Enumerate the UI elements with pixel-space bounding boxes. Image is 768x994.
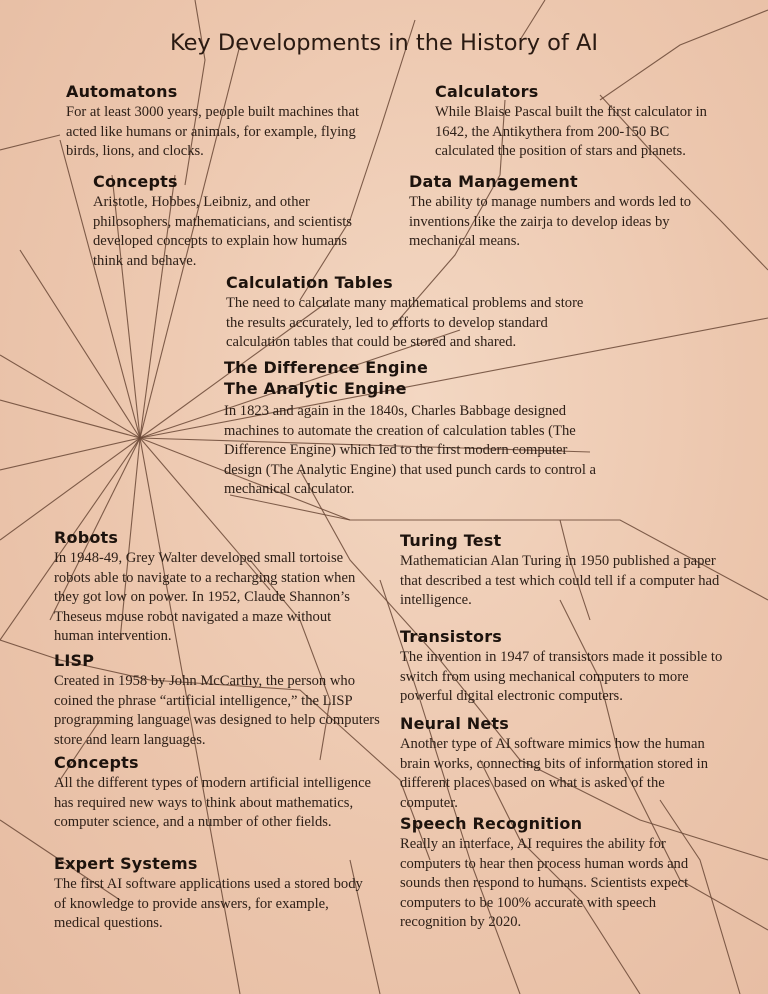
section-heading: Neural Nets [400, 714, 509, 733]
section-expert-systems [54, 854, 364, 934]
section-heading: Robots [54, 528, 119, 547]
section-heading: The Difference Engine [224, 358, 429, 377]
section-text: Really an interface, AI requires the ability for computers to hear then process human words and sounds then respond to humans. Scientists expect computers to be 100% accurate with speech recognition by 2020. [400, 836, 689, 931]
section-heading: Speech Recognition [400, 814, 583, 833]
section-text: For at least 3000 years, people built machines that acted like humans or animals, for example, flying birds, lions, and clocks. [66, 104, 360, 160]
section-neural-nets [400, 714, 725, 813]
section-heading: Automatons [66, 82, 178, 101]
section-text: Mathematician Alan Turing in 1950 published a paper that described a test which could tell if a computer had intelligence. [400, 553, 720, 609]
section-text: The ability to manage numbers and words led to inventions like the zairja to develop ideas by mechanical means. [409, 194, 692, 250]
section-text: While Blaise Pascal built the first calculator in 1642, the Antikythera from 200-150 BC calculated the position of stars and planets. [435, 104, 707, 160]
section-text: Created in 1958 by John McCarthy, the person who coined the phrase “artificial intelligence,” the LISP programming language was designed to help computers store and learn languages. [54, 673, 380, 748]
section-concepts-modern [54, 753, 372, 833]
section-text: The first AI software applications used a stored body of knowledge to provide answers, for example, medical questions. [54, 876, 363, 932]
section-text: Aristotle, Hobbes, Leibniz, and other philosophers, mathematicians, and scientists developed concepts to explain how humans think and behave. [93, 194, 352, 269]
section-transistors [400, 627, 725, 707]
section-lisp [54, 651, 384, 750]
section-engines [224, 358, 604, 500]
section-heading: Concepts [54, 753, 139, 772]
section-text: In 1948-49, Grey Walter developed small tortoise robots able to navigate to a recharging station when they got low on power. In 1952, Claude Shannon’s Theseus mouse robot navigated a maze without human intervention. [54, 550, 356, 645]
section-text: Another type of AI software mimics how the human brain works, connecting bits of information stored in different places based on what is asked of the computer. [400, 736, 709, 811]
section-heading: Turing Test [400, 531, 502, 550]
section-robots [54, 528, 374, 647]
section-text: In 1823 and again in the 1840s, Charles Babbage designed machines to automate the creation of calculation tables (The Difference Engine) which led to the first modern computer design (The Analytic Engine) that used punch cards to control a mechanical calculator. [224, 403, 597, 498]
section-heading: Expert Systems [54, 854, 198, 873]
section-turing-test [400, 531, 720, 611]
section-heading: The Analytic Engine [224, 379, 407, 398]
section-data-management [409, 172, 699, 252]
section-speech-recognition [400, 814, 725, 933]
section-heading: Calculation Tables [226, 273, 393, 292]
section-heading: Calculators [435, 82, 539, 101]
section-calculation-tables [226, 273, 596, 353]
section-heading: Concepts [93, 172, 178, 191]
section-heading: LISP [54, 651, 95, 670]
section-concepts-early [93, 172, 378, 271]
section-heading: Transistors [400, 627, 503, 646]
section-text: All the different types of modern artificial intelligence has required new ways to think about mathematics, computer science, and a number of other fields. [54, 775, 372, 831]
section-text: The need to calculate many mathematical problems and store the results accurately, led to efforts to develop standard calculation tables that could be stored and shared. [226, 295, 584, 351]
section-calculators [435, 82, 720, 162]
section-text: The invention in 1947 of transistors made it possible to switch from using mechanical computers to more powerful digital electronic computers. [400, 649, 723, 705]
section-automatons [66, 82, 366, 162]
section-heading: Data Management [409, 172, 578, 191]
page-title: Key Developments in the History of AI [169, 30, 599, 56]
